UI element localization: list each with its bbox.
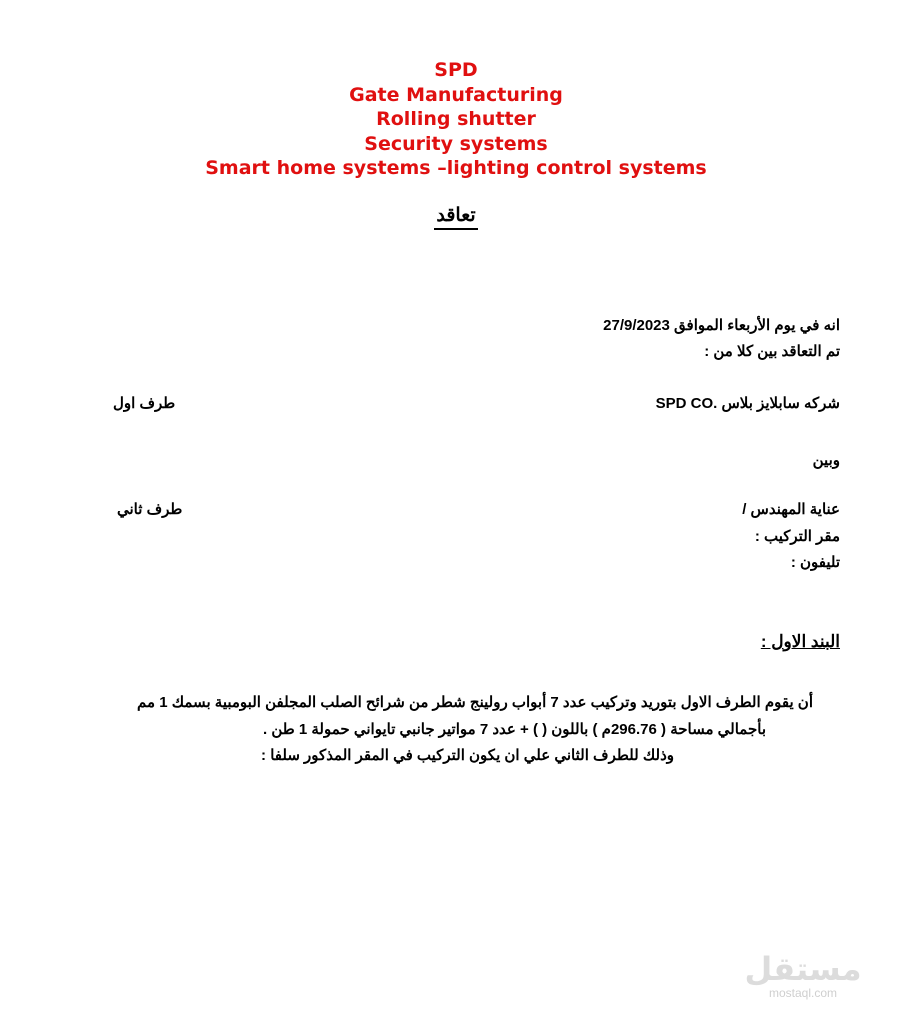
mostaql-logo: مستقل <box>744 950 862 988</box>
document-title <box>400 204 512 227</box>
company-header <box>0 58 906 181</box>
header-line-gates: Gate Manufacturing <box>349 83 563 106</box>
party1-role: طرف اول <box>113 395 176 412</box>
mostaql-watermark <box>728 952 878 1000</box>
clause1-line1: أن يقوم الطرف الاول بتوريد وتركيب عدد 7 أبواب رولينج شطر من شرائح الصلب المجلفن البومبية بسمك 1 مم <box>137 694 813 711</box>
parties-line: تم التعاقد بين كلا من : <box>704 343 840 360</box>
clause1-line2: بأجمالي مساحة ( 296.76م ) باللون ( ) + عدد 7 مواتير جانبي تايواني حمولة 1 طن . <box>263 721 766 738</box>
and-between: وبين <box>812 452 840 469</box>
party2-attention: عناية المهندس / <box>742 501 840 518</box>
clause1-line3: وذلك للطرف الثاني علي ان يكون التركيب في المقر المذكور سلفا : <box>261 747 674 764</box>
party1-company: شركه سابلايز بلاس .SPD CO <box>655 395 840 412</box>
mostaql-url: mostaql.com <box>768 986 838 1000</box>
date-line: انه في يوم الأربعاء الموافق 27/9/2023 <box>603 317 840 334</box>
header-line-smart-home: Smart home systems –lighting control systems <box>205 157 707 179</box>
phone-field: تليفون : <box>790 554 840 571</box>
document-title-text: تعاقد <box>434 205 477 230</box>
clause1-heading: البند الاول : <box>760 632 840 651</box>
header-line-security: Security systems <box>364 132 548 155</box>
installation-site: مقر التركيب : <box>754 528 840 545</box>
header-line-brand: SPD <box>434 59 478 81</box>
header-line-shutter: Rolling shutter <box>376 108 536 130</box>
party2-role: طرف ثاني <box>117 501 183 518</box>
